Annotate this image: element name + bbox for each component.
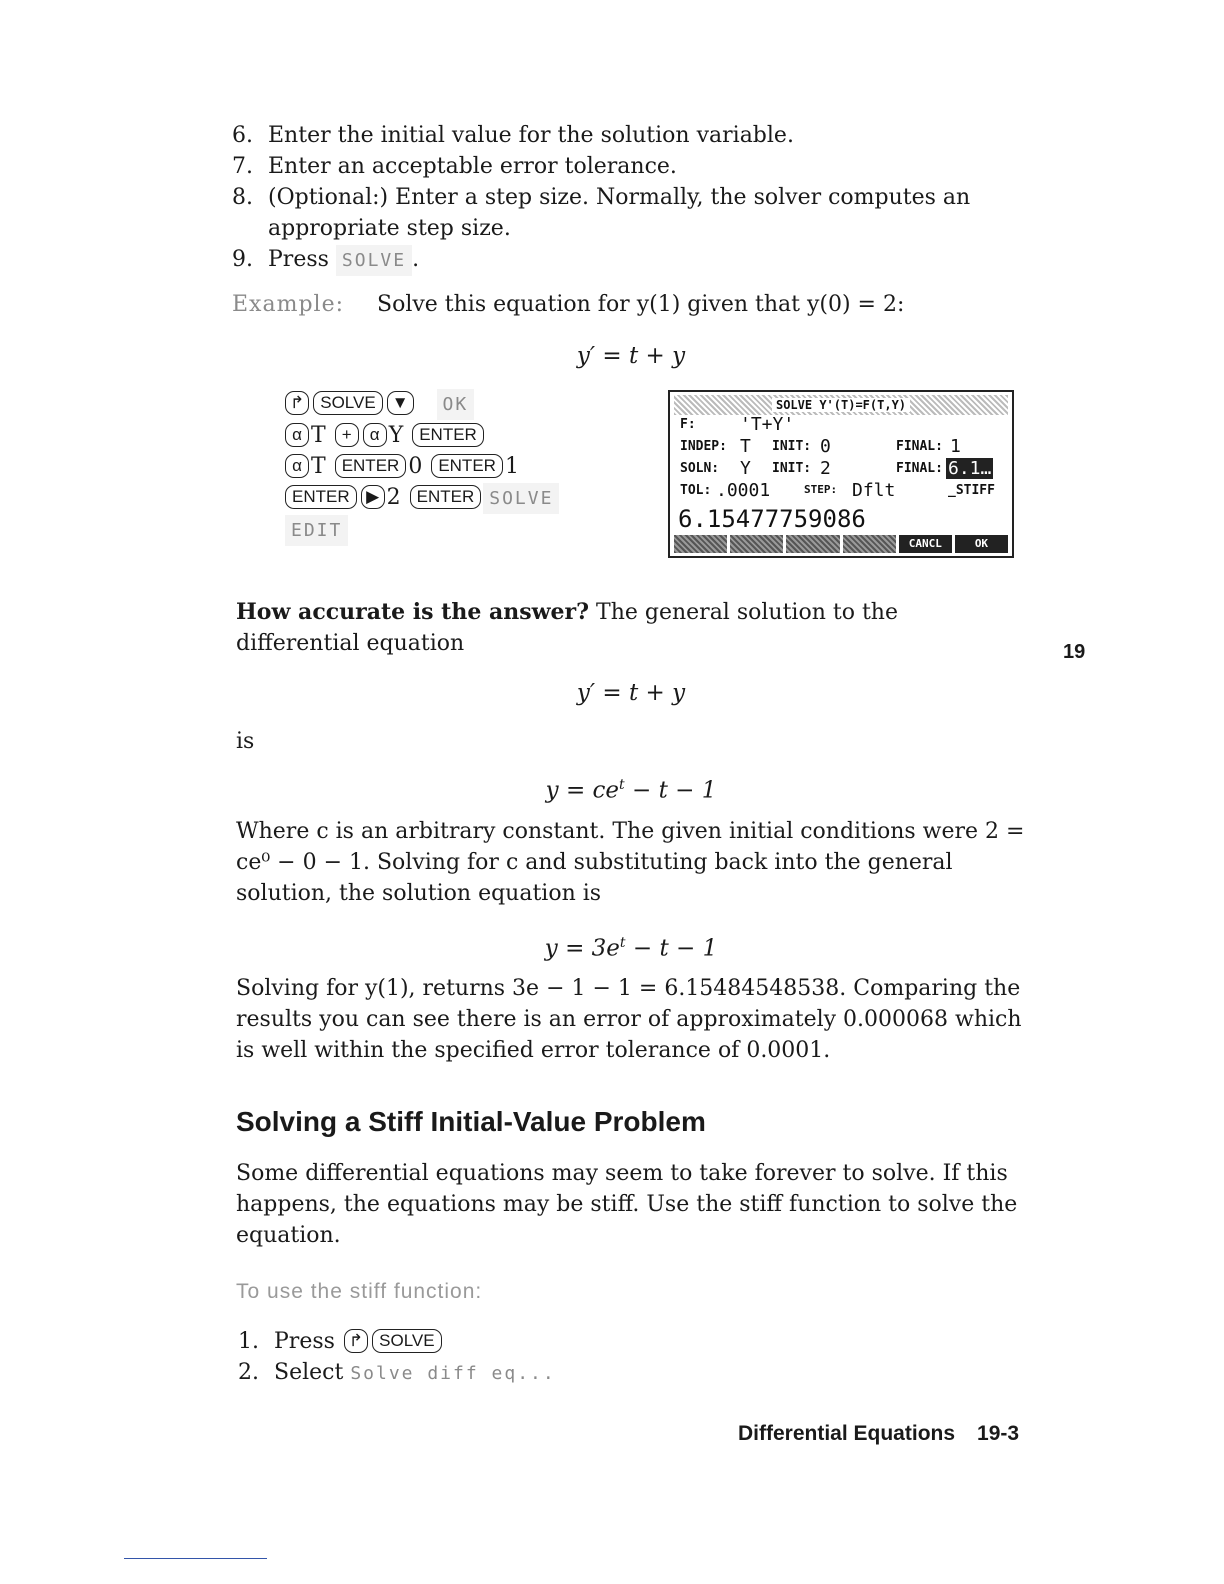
screen-menu-bar [674, 535, 1008, 553]
stiff-paragraph: Some differential equations may seem to take forever to solve. If this happens, the equations may be stiff. Use the stiff function to solve the equation. [236, 1161, 1018, 1248]
menu-key-3 [786, 535, 839, 553]
screen-row-f [680, 415, 1012, 437]
stiff-step-2 [238, 1357, 1038, 1389]
keystroke-line-5 [283, 514, 663, 546]
stiff-step-1 [238, 1326, 1038, 1357]
step-text: Press [268, 247, 329, 272]
steps-list-top [232, 120, 1032, 276]
steps-list-stiff [238, 1326, 1038, 1389]
eq2-exponent: t [619, 777, 625, 793]
step-value: Dflt [852, 480, 896, 501]
eq2-main: y = ce [545, 777, 620, 804]
menu-key-4 [843, 535, 896, 553]
example-equation: y′ = t + y [576, 343, 686, 369]
step-label: STEP: [804, 483, 838, 496]
soln-final-highlighted: 6.1… [948, 458, 992, 479]
letter-t: T [311, 423, 326, 448]
comparison-paragraph: Solving for y(1), returns 3e − 1 − 1 = 6.15484548538. Comparing the results you can see there is an error of approximately 0.000068 which is well within the specified error tolerance of 0.0001. [236, 976, 1022, 1063]
menu-choice: Solve diff eq... [350, 1363, 556, 1384]
right-shift-key: ↱ [285, 391, 309, 415]
keystroke-line-3 [283, 451, 663, 482]
accuracy-text: The general solution to the differential equation [236, 600, 898, 656]
keystroke-line-2 [283, 420, 663, 451]
ok-menu-key: OK [437, 389, 475, 420]
right-shift-key: ↱ [344, 1329, 368, 1353]
alpha-key: α [285, 454, 309, 478]
enter-key: ENTER [412, 423, 484, 447]
indep-init: 0 [820, 436, 831, 457]
letter-t: T [311, 454, 326, 479]
init-label: INIT: [772, 461, 812, 476]
alpha-key: α [285, 423, 309, 447]
enter-key: ENTER [335, 454, 407, 478]
menu-key-2 [730, 535, 783, 553]
step-number: 6. [232, 123, 253, 148]
ok-menu-key: OK [955, 535, 1008, 553]
footer-title: Differential Equations [738, 1422, 956, 1445]
keystroke-line-4 [283, 482, 663, 514]
digit-2: 2 [386, 485, 401, 510]
step-number: 8. [232, 185, 253, 210]
keystroke-sequence [283, 388, 663, 546]
digit-1: 1 [504, 454, 519, 479]
screen-row-soln [680, 459, 1012, 481]
tol-value: .0001 [716, 480, 771, 501]
enter-key: ENTER [431, 454, 503, 478]
digit-0: 0 [408, 454, 423, 479]
down-arrow-key: ▼ [387, 391, 414, 415]
is-text: is [236, 729, 255, 754]
step-number: 9. [232, 247, 253, 272]
final-label: FINAL: [896, 439, 943, 454]
right-arrow-key: ▶ [361, 485, 385, 509]
step-text: Enter the initial value for the solution variable. [268, 123, 794, 148]
soln-value: Y [740, 458, 751, 479]
enter-key: ENTER [285, 485, 357, 509]
screen-title-bar [674, 395, 1008, 415]
step-text: Press [274, 1329, 335, 1354]
step-text: Enter an acceptable error tolerance. [268, 154, 677, 179]
accuracy-equation-1: y′ = t + y [576, 680, 686, 706]
indep-final: 1 [950, 436, 961, 457]
indep-label: INDEP: [680, 439, 727, 454]
init-label: INIT: [772, 439, 812, 454]
solve-key: SOLVE [372, 1329, 441, 1353]
calculator-screen [668, 390, 1014, 558]
accuracy-equation-2 [0, 770, 1224, 807]
page-number: 19-3 [977, 1422, 1020, 1445]
stiff-label: _STIFF [948, 483, 995, 498]
step-9 [232, 244, 1032, 276]
initial-conditions-paragraph: Where c is an arbitrary constant. The given initial conditions were 2 = ce⁰ − 0 − 1. Solving for c and substituting back into the general solution, the solution equation is [236, 819, 1025, 906]
final-label: FINAL: [896, 461, 943, 476]
accuracy-equation-3 [0, 928, 1224, 965]
footer-rule [124, 1558, 267, 1559]
eq3-tail: − t − 1 [625, 935, 718, 962]
punctuation: . [412, 247, 420, 272]
example-label: Example: [232, 292, 344, 317]
accuracy-question: How accurate is the answer? [236, 599, 590, 625]
eq2-tail: − t − 1 [624, 777, 717, 804]
step-number: 7. [232, 154, 253, 179]
step-text: Select [274, 1360, 344, 1385]
example-line [232, 289, 1032, 320]
f-value: 'T+Y' [740, 414, 795, 435]
cancel-menu-key: CANCL [899, 535, 952, 553]
section-heading: Solving a Stiff Initial-Value Problem [236, 1106, 706, 1137]
solve-menu-key: SOLVE [483, 483, 559, 514]
page-footer [738, 1422, 1019, 1446]
step-text: (Optional:) Enter a step size. Normally, the solver computes an appropriate step size. [268, 185, 971, 241]
keystroke-line-1 [283, 388, 663, 420]
step-number: 2. [238, 1360, 259, 1385]
solve-menu-key: SOLVE [336, 245, 412, 276]
soln-init: 2 [820, 458, 831, 479]
screen-result: 6.15477759086 [678, 505, 866, 533]
eq3-exponent: t [619, 935, 626, 951]
enter-key: ENTER [410, 485, 482, 509]
letter-y: Y [388, 423, 404, 448]
procedure-subheading: To use the stiff function: [236, 1280, 483, 1303]
screen-row-indep [680, 437, 1012, 459]
indep-value: T [740, 436, 751, 457]
f-label: F: [680, 417, 696, 432]
chapter-tab: 19 [1063, 641, 1086, 663]
screen-row-tol [680, 481, 1012, 503]
alpha-key: α [363, 423, 387, 447]
soln-label: SOLN: [680, 461, 720, 476]
eq3-main: y = 3e [544, 935, 620, 962]
step-7 [232, 151, 1032, 182]
step-8 [232, 182, 1028, 244]
tol-label: TOL: [680, 483, 712, 498]
solve-key: SOLVE [313, 391, 382, 415]
step-number: 1. [238, 1329, 259, 1354]
step-6 [232, 120, 1032, 151]
screen-title: SOLVE Y'(T)=F(T,Y) [772, 398, 910, 412]
example-text: Solve this equation for y(1) given that y(0) = 2: [377, 292, 905, 317]
plus-key: + [335, 423, 359, 447]
menu-key-1 [674, 535, 727, 553]
edit-menu-key: EDIT [285, 515, 348, 546]
accuracy-paragraph [236, 597, 1026, 659]
